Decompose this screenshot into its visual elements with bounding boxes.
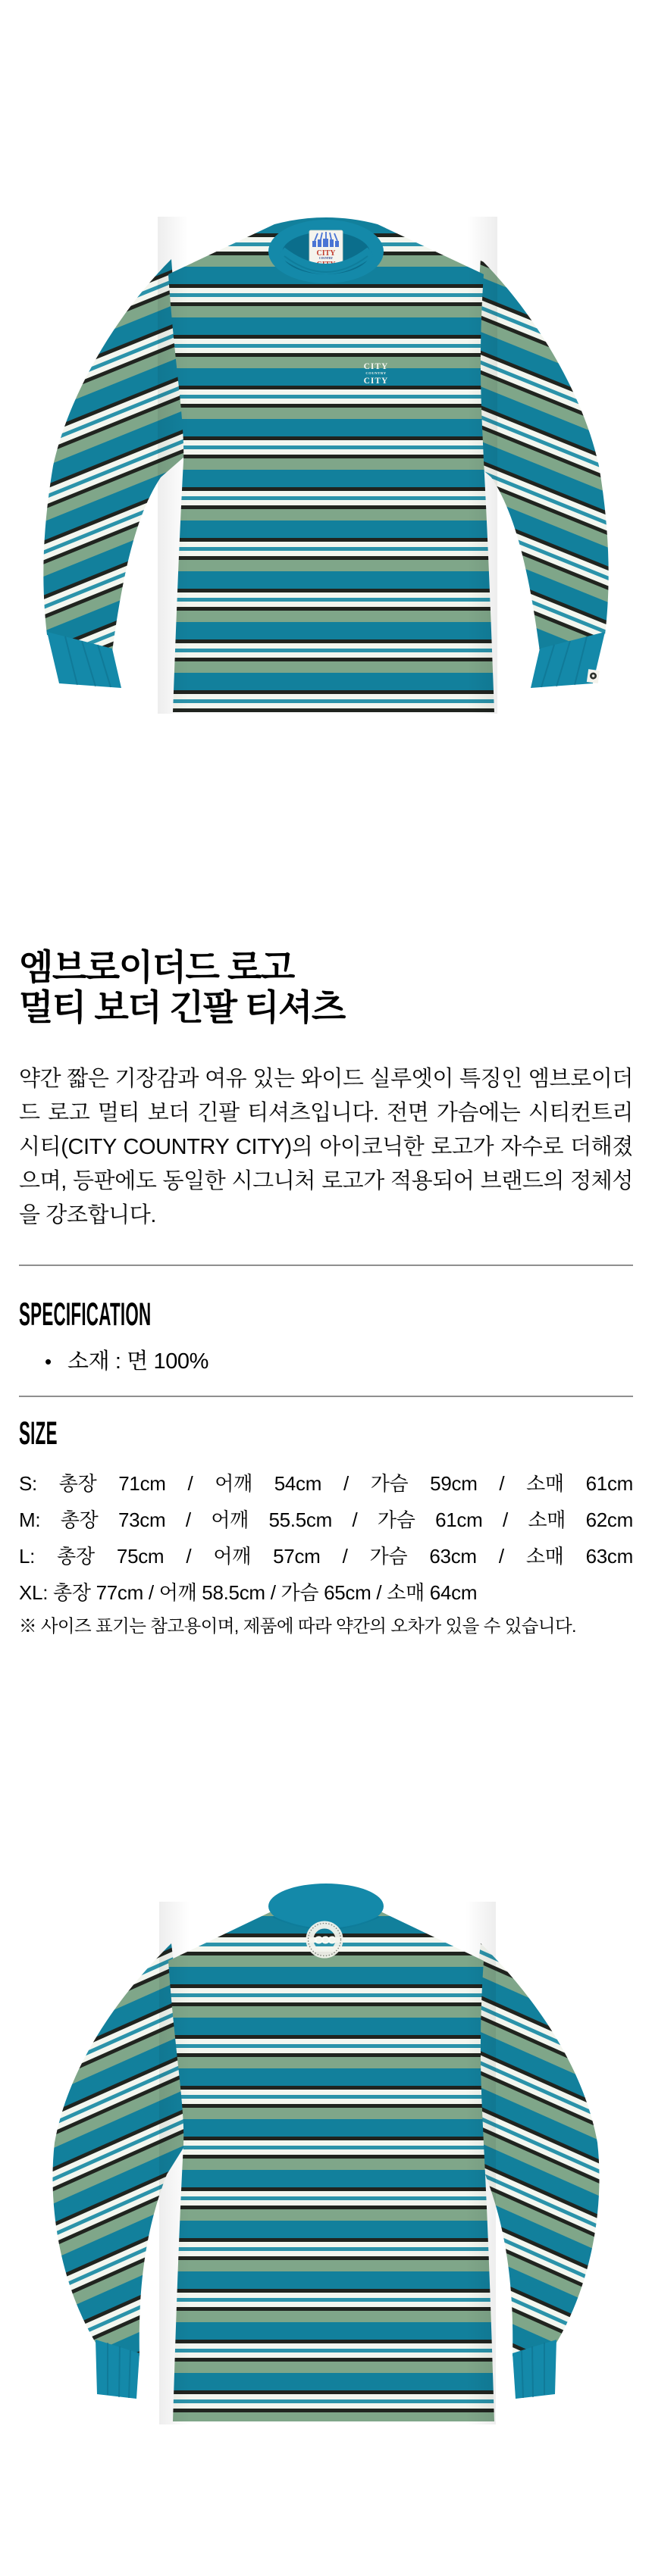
chest-logo-embroidery xyxy=(364,362,389,386)
size-heading: SIZE xyxy=(19,1415,58,1452)
size-row-xl: XL: 총장 77cm / 어깨 58.5cm / 가슴 65cm / 소매 64cm xyxy=(19,1581,478,1604)
product-photo-back xyxy=(23,1871,629,2432)
svg-text:COUNTRY: COUNTRY xyxy=(365,371,387,375)
size-row-s: S: 총장 71cm / 어깨 54cm / 가슴 59cm / 소매 61cm xyxy=(19,1472,633,1495)
divider xyxy=(19,1396,633,1397)
product-photo-front xyxy=(23,189,629,720)
svg-text:CITY: CITY xyxy=(316,261,336,269)
size-row-m: M: 총장 73cm / 어깨 55.5cm / 가슴 61cm / 소매 62cm xyxy=(19,1508,633,1531)
back-shirt-graphic xyxy=(23,1871,629,2432)
front-shirt-graphic xyxy=(23,189,629,720)
back-emblem-monogram: CCC xyxy=(314,1934,335,1947)
svg-text:CITY: CITY xyxy=(363,362,389,371)
back-emblem xyxy=(309,1924,341,1956)
front-collar xyxy=(268,220,384,283)
svg-text:CITY: CITY xyxy=(363,377,389,386)
product-title-line1: 엠브로이더드 로고 xyxy=(19,947,294,987)
cuff-brand-tag xyxy=(587,669,600,683)
specification-item-text: 소재 : 면 100% xyxy=(67,1349,209,1374)
product-title-line2: 멀티 보더 긴팔 티셔츠 xyxy=(19,987,345,1027)
specification-item-material xyxy=(19,1345,633,1379)
bullet-icon: • xyxy=(45,1350,52,1373)
size-note: ※ 사이즈 표기는 참고용이며, 제품에 따라 약간의 오차가 있을 수 있습니다. xyxy=(19,1616,576,1636)
svg-text:CITY: CITY xyxy=(316,249,336,258)
specification-list xyxy=(19,1345,633,1379)
divider xyxy=(19,1265,633,1266)
svg-text:COUNTRY: COUNTRY xyxy=(318,257,334,260)
product-description: 약간 짧은 기장감과 여유 있는 와이드 실루엣이 특징인 엠브로이더드 로고 멀티 보더 긴팔 티셔츠입니다. 전면 가슴에는 시티컨트리시티(CITY COUNTRY CITY)의 아이코닉한 로고가 자수로 더해졌으며, 등판에도 동일한 시그니처 로고가 적용되어 브랜드의 정체성을 강조합니다. xyxy=(19,1067,633,1227)
specification-heading: SPECIFICATION xyxy=(19,1296,152,1333)
product-title xyxy=(19,947,345,1027)
size-row-l: L: 총장 75cm / 어깨 57cm / 가슴 63cm / 소매 63cm xyxy=(19,1545,633,1568)
size-table xyxy=(19,1465,633,1611)
